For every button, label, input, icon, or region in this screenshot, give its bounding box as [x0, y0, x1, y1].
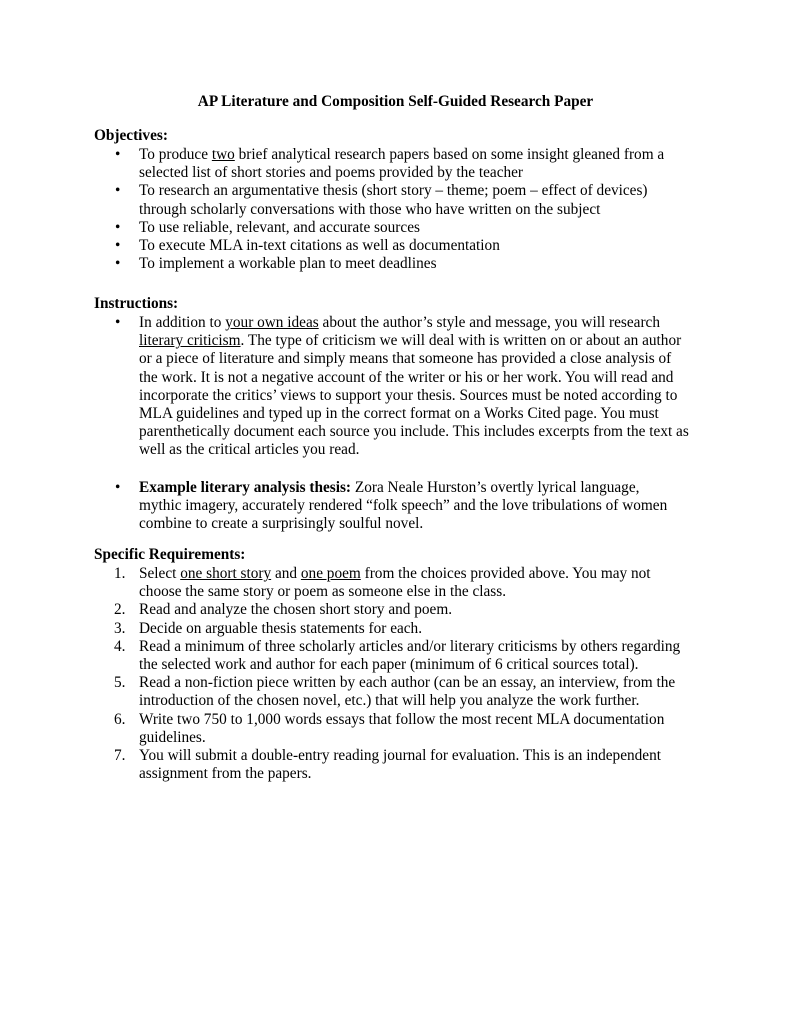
- underlined-text: your own ideas: [225, 314, 319, 331]
- list-item: 1. Select one short story and one poem from the choices provided above. You may not choose the same story or poem as someone else in the class.: [114, 565, 651, 601]
- item-number: 5.: [114, 674, 126, 692]
- list-item: 2. Read and analyze the chosen short story and poem.: [114, 601, 453, 619]
- document-title: AP Literature and Composition Self-Guided Research Paper: [197, 93, 594, 110]
- requirements-list: [94, 565, 699, 783]
- list-item: • In addition to your own ideas about the author’s style and message, you will research literary criticism. The type of criticism we will deal with is written on or about an author or a piece of literature and simply means that someone has provided a close analysis of the work. It is not a negative account of the writer or his or her work. You will read and incorporate the critics’ views to support your thesis. Sources must be noted according to MLA guidelines and typed up in the correct format on a Works Cited page. You must parenthetically document each source you include. This includes excerpts from the text as well as the critical articles you read.: [115, 314, 689, 459]
- list-item: 4. Read a minimum of three scholarly articles and/or literary criticisms by others regarding the selected work and author for each paper (minimum of 6 critical sources total).: [114, 637, 681, 674]
- list-item: • To execute MLA in-text citations as well as documentation: [115, 237, 500, 255]
- instructions-heading: Instructions:: [94, 295, 179, 312]
- list-item: 7. You will submit a double-entry reading journal for evaluation. This is an independent assignment from the papers.: [114, 747, 661, 783]
- instructions-list: [94, 314, 699, 533]
- example-label: Example literary analysis thesis:: [139, 478, 352, 496]
- list-item: • To produce two brief analytical research papers based on some insight gleaned from a selected list of short stories and poems provided by the teacher: [115, 146, 665, 182]
- underlined-text: literary criticism: [139, 332, 241, 350]
- item-number: 4.: [114, 637, 126, 655]
- objectives-list: [94, 146, 694, 273]
- bullet-icon: •: [115, 146, 121, 163]
- item-number: 2.: [114, 601, 126, 619]
- bullet-icon: •: [115, 218, 121, 236]
- bullet-icon: •: [115, 314, 121, 331]
- bullet-icon: •: [115, 182, 121, 200]
- bullet-icon: •: [115, 237, 121, 255]
- item-number: 3.: [114, 619, 126, 637]
- list-item: • To use reliable, relevant, and accurate sources: [115, 218, 420, 236]
- objectives-heading: Objectives:: [94, 127, 168, 144]
- underlined-text: one short story: [180, 565, 272, 582]
- item-number: 1.: [114, 565, 126, 582]
- list-item: • To research an argumentative thesis (short story – theme; poem – effect of devices) through scholarly conversations with those who have written on the subject: [115, 182, 648, 218]
- item-number: 7.: [114, 747, 126, 765]
- bullet-icon: •: [115, 478, 121, 496]
- list-item: • To implement a workable plan to meet deadlines: [115, 255, 437, 273]
- list-item: • Example literary analysis thesis: Zora Neale Hurston’s overtly lyrical language, mythic imagery, accurately rendered “folk speech” and the love tribulations of women combine to create a surprisingly soulful novel.: [115, 478, 668, 533]
- bullet-icon: •: [115, 255, 121, 273]
- requirements-heading: Specific Requirements:: [94, 546, 246, 563]
- item-number: 6.: [114, 710, 126, 728]
- underlined-text: one poem: [300, 565, 361, 582]
- underlined-text: two: [211, 146, 235, 163]
- list-item: 6. Write two 750 to 1,000 words essays that follow the most recent MLA documentation guidelines.: [114, 710, 665, 746]
- list-item: 5. Read a non-fiction piece written by each author (can be an essay, an interview, from the introduction of the chosen novel, etc.) that will help you analyze the work further.: [114, 674, 676, 710]
- list-item: 3. Decide on arguable thesis statements for each.: [114, 619, 423, 637]
